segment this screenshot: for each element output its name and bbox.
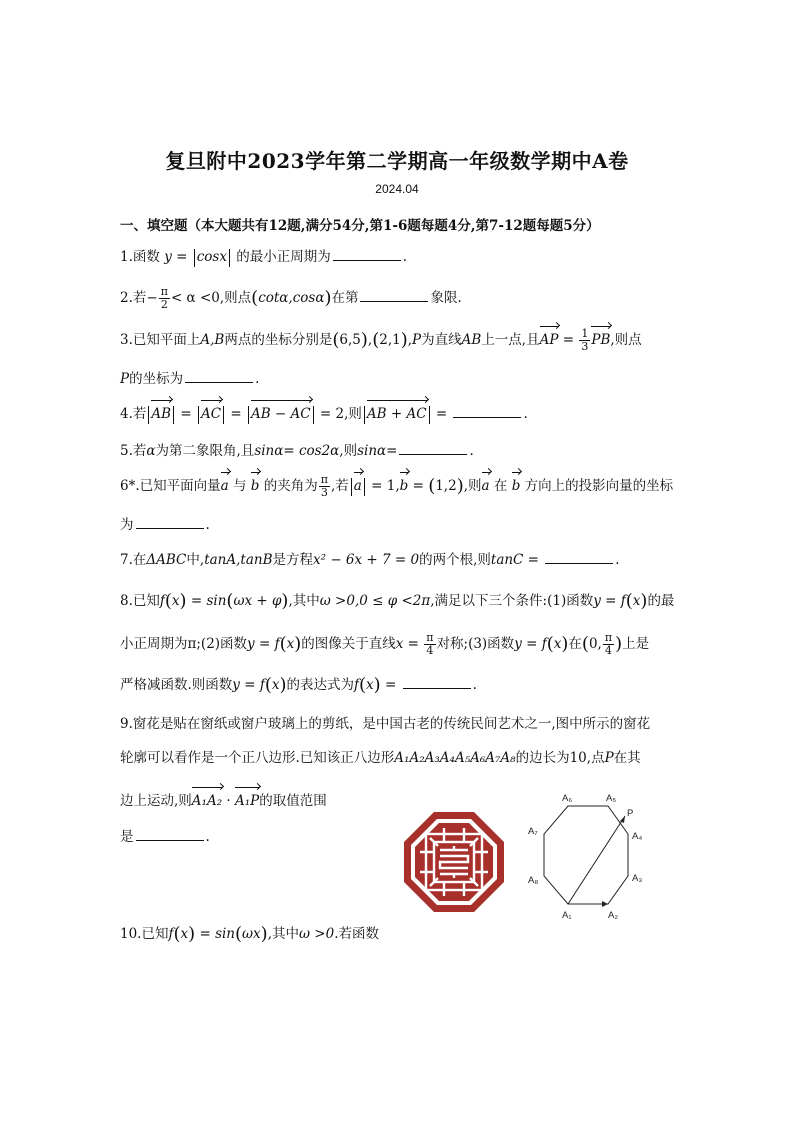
question-4: 4.若 AB = AC = AB − AC = 2,则 AB + AC = . [120,403,680,425]
fraction: $\frac{\pi}{3}$ [320,473,328,499]
question-3-cont: P的坐标为 . [120,368,680,390]
question-1: 1.函数 y = cosx 的最小正周期为 . [120,246,680,268]
question-9: 9.窗花是贴在窗纸或窗户玻璃上的剪纸，是中国古老的传统民间艺术之一,图中所示的窗花 [120,716,651,732]
octagon-diagram [522,786,662,926]
question-10: 10.已知f(x) = sin(ωx),其中ω >0.若函数 [120,923,379,945]
fraction: $\frac{\pi}{4}$ [604,631,613,657]
label-A4: A₄ [632,831,643,842]
label-A6: A₆ [562,793,573,804]
label-A8: A₈ [528,875,539,886]
question-8-cont2: 严格减函数.则函数y = f(x)的表达式为f(x) = . [120,674,477,696]
label-A2: A₂ [608,910,619,921]
label-A3: A₃ [632,873,643,884]
window-paper-cut-image [404,812,504,912]
answer-blank[interactable] [185,368,253,383]
question-9-cont2: 边上运动,则A₁A₂ · A₁P的取值范围 [120,790,680,812]
question-3: 3.已知平面上A,B两点的坐标分别是(6,5),(2,1),P为直线AB上一点,且AP = $\frac{1}{3}$ PB,则点 [120,327,642,353]
answer-blank[interactable] [399,440,467,455]
question-8-cont: 小正周期为π;(2)函数y = f(x)的图像关于直线x = $\frac{\pi}{4}$ 对称;(3)函数y = f(x)在(0, $\frac{\pi}{4}$ )上是 [120,631,650,657]
answer-blank[interactable] [403,674,471,689]
answer-blank[interactable] [333,246,401,261]
page-title: 复旦附中2023学年第二学期高一年级数学期中A卷 [165,149,629,173]
question-6-cont: 为 . [120,514,680,536]
label-P: P [627,808,634,819]
answer-blank[interactable] [136,514,204,529]
vector-AP: AP [540,329,559,351]
question-2: 2.若− $\frac{\pi}{2}$ < α <0,则点(cotα,cosα)在第 象限. [120,285,462,311]
vector-PB: PB [591,329,610,351]
question-6: 6*.已知平面向量a 与 b 的夹角为 $\frac{\pi}{3}$ ,若 a = 1,b = (1,2),则a 在 b 方向上的投影向量的坐标 [120,473,674,499]
question-8: 8.已知f(x) = sin(ωx + φ),其中ω >0,0 ≤ φ <2π,满足以下三个条件:(1)函数y = f(x)的最 [120,590,675,612]
question-9-cont3: 是 . [120,826,680,848]
answer-blank[interactable] [453,403,521,418]
fraction: $\frac{\pi}{4}$ [426,631,434,657]
label-A7: A₇ [528,826,538,837]
answer-blank[interactable] [136,826,204,841]
exam-date: 2024.04 [375,182,419,196]
question-5: 5.若α为第二象限角,且sinα= cos2α,则sinα= . [120,440,680,462]
label-A5: A₅ [606,793,617,804]
label-A1: A₁ [562,910,572,921]
question-9-cont: 轮廓可以看作是一个正八边形.已知该正八边形A₁A₂A₃A₄A₅A₆A₇A₈的边长为10,点P在其 [120,750,641,766]
section-heading: 一、填空题（本大题共有12题,满分54分,第1-6题每题4分,第7-12题每题5分） [120,218,600,234]
answer-blank[interactable] [360,287,428,302]
fraction: $\frac{1}{3}$ [581,327,589,353]
fraction: $\frac{\pi}{2}$ [160,285,168,311]
question-7: 7.在ΔABC中,tanA,tanB是方程x² − 6x + 7 = 0的两个根,则tanC = . [120,549,680,571]
answer-blank[interactable] [545,549,613,564]
